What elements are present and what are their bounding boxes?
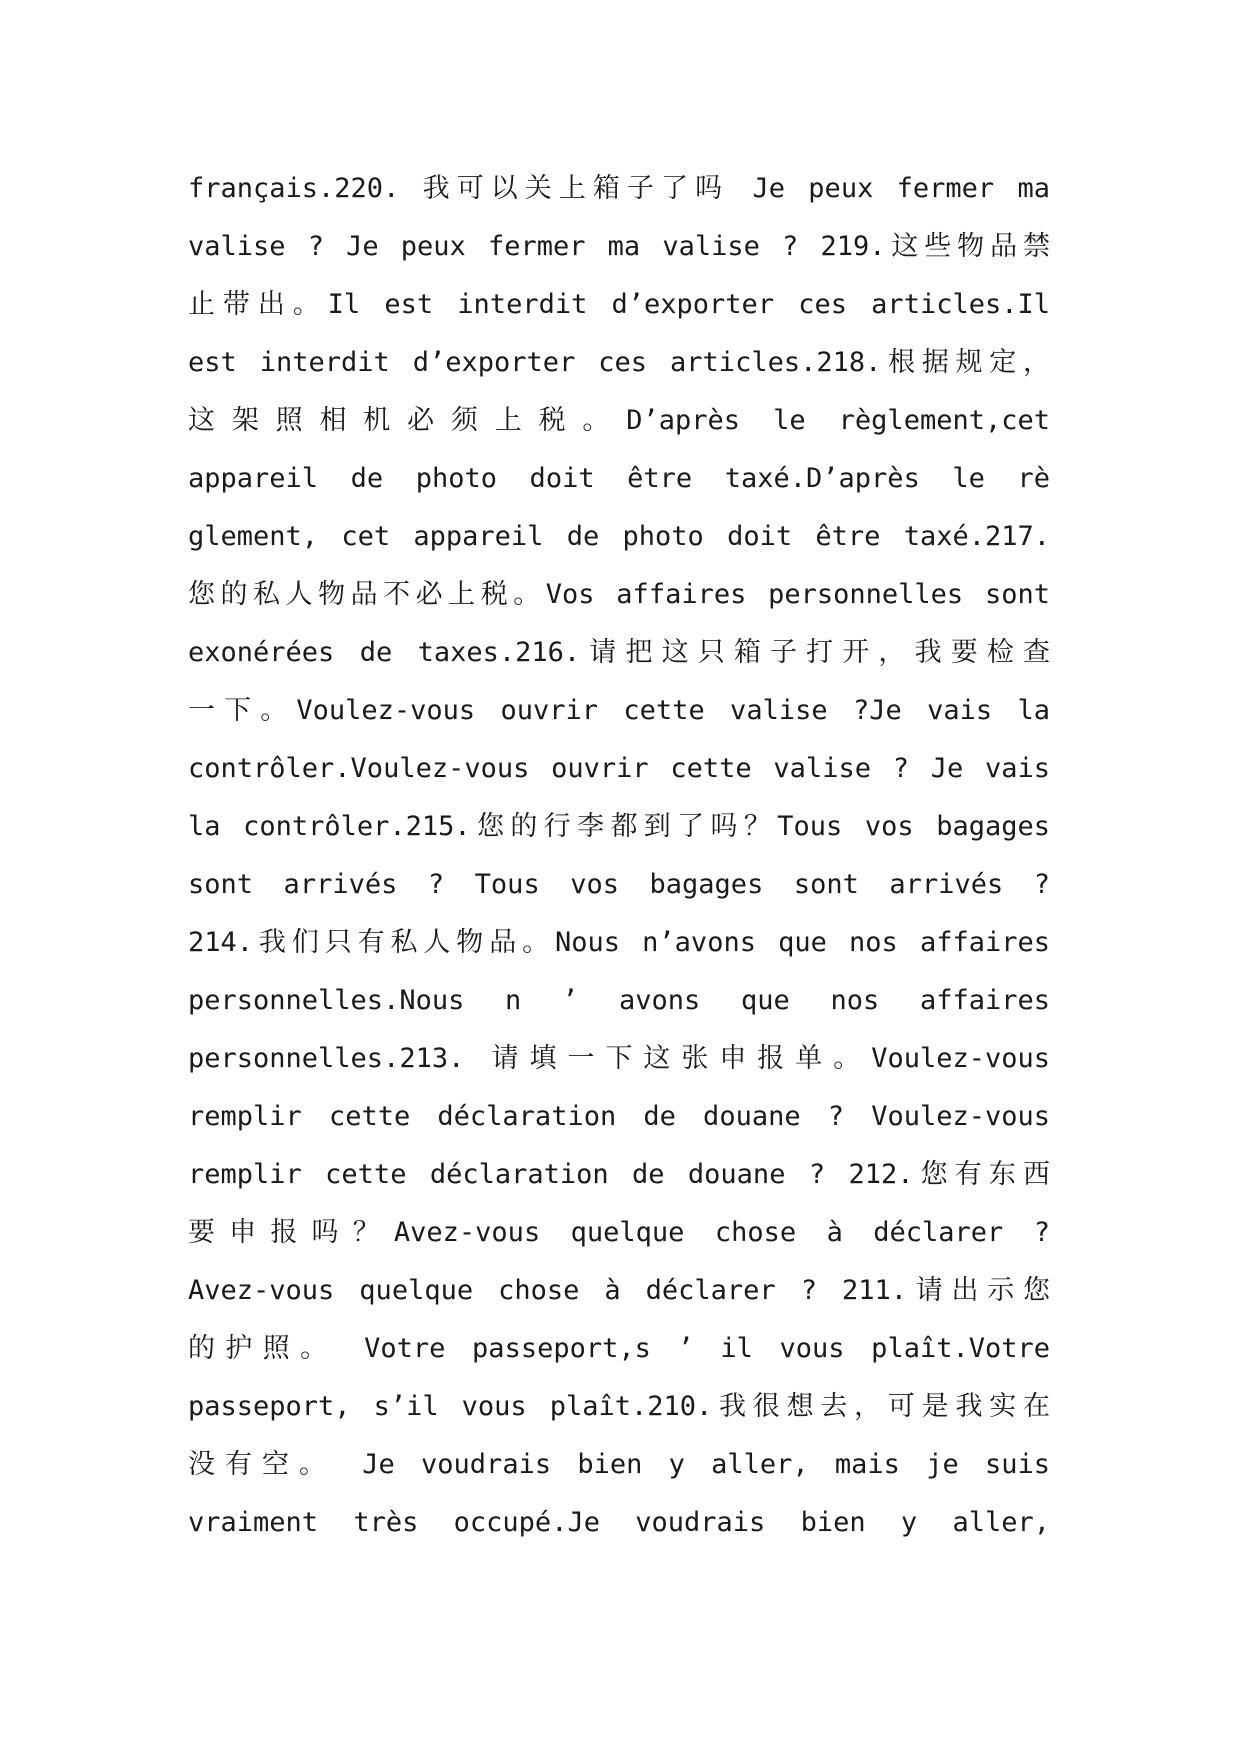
text-line-22: passeport, s’il vous plaît.210.我很想去，可是我实在 [188, 1391, 1050, 1422]
text-line-3: 止带出。Il est interdit d’exporter ces articles.Il [188, 289, 1050, 320]
text-line-20: Avez-vous quelque chose à déclarer ? 211.请出示您 [188, 1275, 1050, 1306]
text-line-8: 您的私人物品不必上税。Vos affaires personnelles sont [188, 579, 1050, 610]
text-line-7: glement, cet appareil de photo doit être taxé.217. [188, 521, 1050, 552]
text-line-12: la contrôler.215.您的行李都到了吗？Tous vos bagages [188, 811, 1050, 842]
text-line-23: 没有空。 Je voudrais bien y aller, mais je suis [188, 1449, 1050, 1480]
text-line-2: valise ? Je peux fermer ma valise ? 219.这些物品禁 [188, 231, 1050, 262]
text-line-11: contrôler.Voulez-vous ouvrir cette valise ? Je vais [188, 753, 1050, 784]
body-text [188, 160, 1050, 1552]
text-line-6: appareil de photo doit être taxé.D’après le rè [188, 463, 1050, 494]
text-line-13: sont arrivés ? Tous vos bagages sont arrivés ? [188, 869, 1050, 900]
text-line-15: personnelles.Nous n ’ avons que nos affaires [188, 985, 1050, 1016]
text-line-1: français.220. 我可以关上箱子了吗 Je peux fermer ma [188, 173, 1050, 204]
text-line-18: remplir cette déclaration de douane ? 212.您有东西 [188, 1159, 1050, 1190]
text-line-14: 214.我们只有私人物品。Nous n’avons que nos affaires [188, 927, 1050, 958]
text-line-9: exonérées de taxes.216.请把这只箱子打开，我要检查 [188, 637, 1050, 668]
text-line-21: 的护照。 Votre passeport,s ’ il vous plaît.Votre [188, 1333, 1050, 1364]
text-line-5: 这架照相机必须上税。D’après le règlement,cet [188, 405, 1050, 436]
text-line-24: vraiment très occupé.Je voudrais bien y aller, [188, 1507, 1050, 1538]
text-line-10: 一下。Voulez-vous ouvrir cette valise ?Je vais la [188, 695, 1050, 726]
text-line-19: 要申报吗？Avez-vous quelque chose à déclarer ? [188, 1217, 1050, 1248]
text-line-4: est interdit d’exporter ces articles.218.根据规定， [188, 347, 1050, 378]
text-line-16: personnelles.213. 请填一下这张申报单。Voulez-vous [188, 1043, 1050, 1074]
text-line-17: remplir cette déclaration de douane ? Voulez-vous [188, 1101, 1050, 1132]
